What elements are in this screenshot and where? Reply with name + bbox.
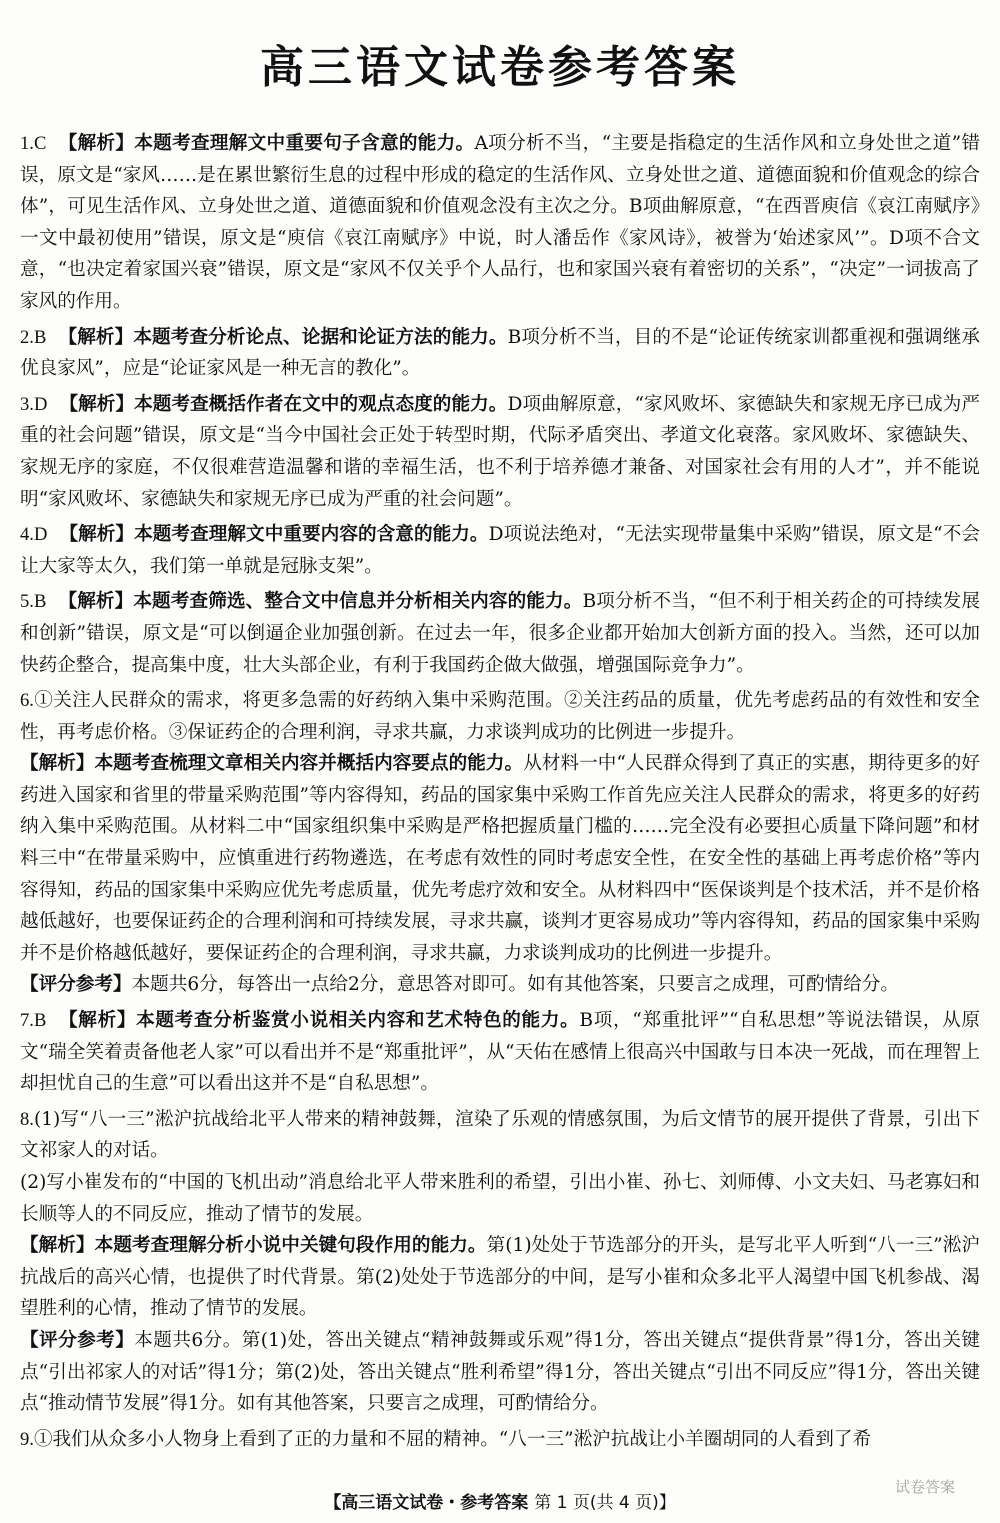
item-answer: D (33, 393, 48, 415)
analysis-body: A项分析不当，“主要是指稳定的生活作风和立身处世之道”错误，原文是“家风……是在累世繁衍生息的过程中形成的稳定的生活作风、立身处世之道、道德面貌和价值观念的综合体”，可见生活作风、立身处世之道、道德面貌和价值观念没有主次之分。B项曲解原意，“在西晋庾信《哀江南赋序》一文中最初使用”错误，原文是“庾信《哀江南赋序》中说，时人潘岳作《家风诗》，被誉为‘始述家风’”。D项不合文意，“也决定着家国兴衰”错误，原文是“家风不仅关乎个人品行，也和家国兴衰有着密切的关系”，“决定”一词拔高了家风的作用。 (20, 133, 980, 312)
item-answer: D (33, 524, 48, 546)
item-answer-body-2: (2)写小崔发布的“中国的飞机出动”消息给北平人带来胜利的希望，引出小崔、孙七、刘师傅、小文夫妇、马老寡妇和长顺等人的不同反应，推动了情节的发展。 (20, 1172, 980, 1225)
item-number: 3. (20, 393, 34, 415)
analysis-lead: 本题考查理解分析小说中关键句段作用的能力。 (94, 1235, 487, 1257)
analysis-lead: 本题考查概括作者在文中的观点态度的能力。 (134, 393, 508, 415)
item-number: 6. (20, 690, 34, 712)
analysis-body: B项，“郑重批评”“自私思想”等说法错误，从原文“瑞全笑着责备他老人家”可以看出并不是“郑重批评”，从“天佑在感情上很高兴中国敢与日本决一死战，而在理智上却担忧自己的生意”可以看出这并不是“自私思想”。 (20, 1010, 980, 1095)
item-number: 2. (20, 326, 34, 348)
analysis-body: B项分析不当，目的不是“论证传统家训都重视和强调继承优良家风”，应是“论证家风是一种无言的教化”。 (20, 326, 980, 380)
page-title: 高三语文试卷参考答案 (260, 42, 740, 93)
analysis-body: 第(1)处处于节选部分的开头，是写北平人听到“八一三”淞沪抗战后的高兴心情，也提供了时代背景。第(2)处处于节选部分的中间，是写小崔和众多北平人渴望中国飞机参战、渴望胜利的心情，推动了情节的发展。 (20, 1235, 980, 1320)
analysis-tag: 【解析】 (59, 393, 135, 415)
analysis-body: D项曲解原意，“家风败坏、家德缺失和家规无序已成为严重的社会问题”错误，原文是“当今中国社会正处于转型时期，代际矛盾突出、孝道文化衰落。家风败坏、家德缺失、家规无序的家庭，不仅很难营造温馨和谐的幸福生活，也不利于培养德才兼备、对国家社会有用的人才”，并不能说明“家风败坏、家德缺失和家规无序已成为严重的社会问题”。 (20, 393, 980, 510)
analysis-body: D项说法绝对，“无法实现带量集中采购”错误，原文是“不会让大家等太久，我们第一单就是冠脉支架”。 (20, 524, 980, 577)
item-answer: B (33, 591, 47, 613)
answer-item-8 (20, 1104, 980, 1420)
watermark-logo: 试卷答案 (894, 1478, 955, 1496)
analysis-lead: 本题考查分析鉴赏小说相关内容和艺术特色的能力。 (136, 1010, 580, 1032)
answer-item-2 (20, 322, 980, 385)
answer-item-7 (20, 1005, 980, 1100)
answer-item-1 (20, 128, 980, 318)
analysis-tag: 【解析】 (58, 133, 135, 154)
scoring-body: 本题共6分。第(1)处，答出关键点“精神鼓舞或乐观”得1分，答出关键点“提供背景”得1分，答出关键点“引出祁家人的对话”得1分；第(2)处，答出关键点“胜利希望”得1分，答出关键点“引出不同反应”得1分，答出关键点“推动情节发展”得1分。如有其他答案，只要言之成理，可酌情给分。 (20, 1329, 980, 1415)
item-number: 4. (20, 524, 34, 546)
analysis-lead: 本题考查梳理文章相关内容并概括内容要点的能力。 (94, 753, 524, 775)
answer-list (20, 128, 980, 1455)
analysis-body: 从材料一中“人民群众得到了真正的实惠，期待更多的好药进入国家和省里的带量采购范围”等内容得知，药品的国家集中采购工作首先应关注人民群众的需求，将更多的好药纳入集中采购范围。从材料二中“国家组织集中采购是严格把握质量门槛的……完全没有必要担心质量下降问题”和材料三中“在带量采购中，应慎重进行药物遴选，在考虑有效性的同时考虑安全性，在安全性的基础上再考虑价格”等内容得知，药品的国家集中采购应优先考虑质量，优先考虑疗效和安全。从材料四中“医保谈判是个技术活，并不是价格越低越好，也要保证药企的合理利润和可持续发展，寻求共赢，谈判才更容易成功”等内容得知，药品的国家集中采购并不是价格越低越好，要保证药企的合理利润，寻求共赢，力求谈判成功的比例进一步提升。 (20, 753, 980, 964)
analysis-lead: 本题考查筛选、整合文中信息并分析相关内容的能力。 (133, 591, 583, 613)
item-answer-body: (1)写“八一三”淞沪抗战给北平人带来的精神鼓舞，渲染了乐观的情感氛围，为后文情节的展开提供了背景，引出下文祁家人的对话。 (20, 1108, 980, 1162)
analysis-lead: 本题考查理解文中重要句子含意的能力。 (134, 133, 475, 154)
analysis-tag: 【解析】 (20, 753, 95, 775)
analysis-tag: 【解析】 (59, 524, 135, 546)
footer-page-number: 第 1 页(共 4 页)】 (534, 1493, 676, 1513)
scoring-tag: 【评分参考】 (20, 1329, 135, 1351)
answer-item-5 (20, 586, 980, 681)
answer-item-9 (20, 1424, 980, 1456)
item-number: 7. (20, 1010, 34, 1032)
analysis-lead: 本题考查分析论点、论据和论证方法的能力。 (133, 326, 508, 348)
item-answer-body: ①我们从众多小人物身上看到了正的力量和不屈的精神。“八一三”淞沪抗战让小羊圈胡同的人看到了希 (33, 1428, 872, 1450)
item-answer: C (33, 133, 47, 154)
analysis-body: B项分析不当，“但不利于相关药企的可持续发展和创新”错误，原文是“可以倒逼企业加强创新。在过去一年，很多企业都开始加大创新方面的投入。当然，还可以加快药企整合，提高集中度，壮大头部企业，有利于我国药企做大做强，增强国际竞争力”。 (20, 591, 980, 676)
scoring-tag: 【评分参考】 (20, 974, 132, 996)
footer-title: 【高三语文试卷・参考答案 (324, 1493, 529, 1513)
item-number: 5. (20, 591, 34, 613)
item-number: 8. (20, 1108, 34, 1130)
item-number: 9. (20, 1428, 34, 1450)
answer-item-6 (20, 685, 980, 1001)
scoring-body: 本题共6分，每答出一点给2分，意思答对即可。如有其他答案，只要言之成理，可酌情给分。 (131, 974, 899, 996)
analysis-tag: 【解析】 (20, 1235, 95, 1257)
item-answer: B (33, 326, 47, 348)
page-footer (0, 1488, 1000, 1513)
item-answer: B (33, 1010, 47, 1032)
analysis-tag: 【解析】 (58, 326, 134, 348)
analysis-tag: 【解析】 (58, 591, 134, 613)
answer-item-3 (20, 389, 980, 515)
answer-item-4 (20, 519, 980, 582)
item-answer-body: ①关注人民群众的需求，将更多急需的好药纳入集中采购范围。②关注药品的质量，优先考虑药品的有效性和安全性，再考虑价格。③保证药企的合理利润，寻求共赢，力求谈判成功的比例进一步提升。 (20, 690, 980, 743)
analysis-tag: 【解析】 (58, 1010, 137, 1032)
analysis-lead: 本题考查理解文中重要内容的含意的能力。 (134, 524, 489, 546)
item-number: 1. (20, 133, 34, 154)
